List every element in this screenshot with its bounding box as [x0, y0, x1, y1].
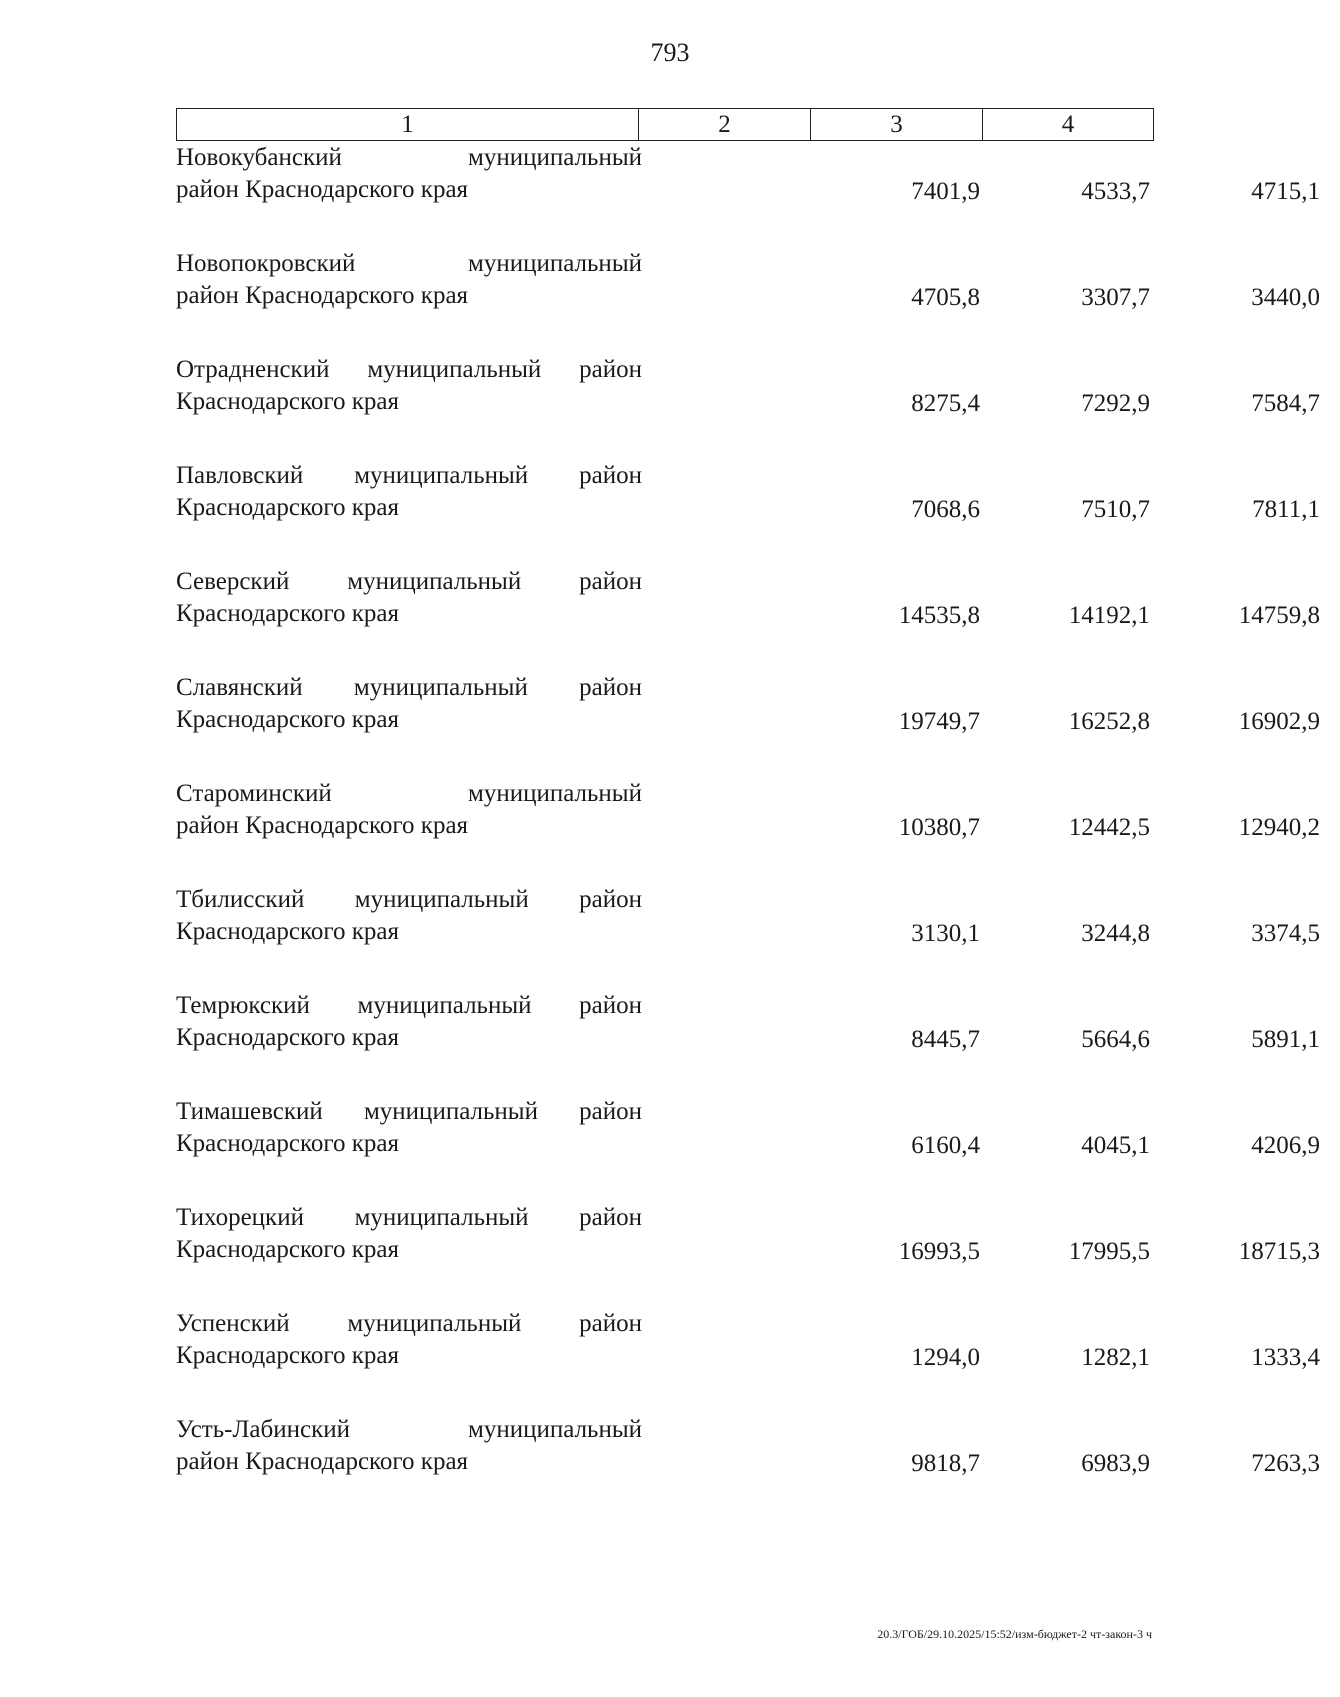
- value-column-2: 16993,5: [898, 1238, 980, 1265]
- district-name-line-2: район Краснодарского края: [176, 282, 469, 309]
- district-name-line-2: Краснодарского края: [176, 918, 399, 945]
- value-column-4: 7584,7: [1251, 390, 1320, 417]
- column-header-1: 1: [177, 109, 639, 141]
- value-column-4: 3440,0: [1251, 284, 1320, 311]
- data-rows: [170, 142, 1320, 1520]
- district-name-line-2: Краснодарского края: [176, 388, 399, 415]
- district-name-line-2: Краснодарского края: [176, 1342, 399, 1369]
- value-column-2: 6160,4: [911, 1132, 980, 1159]
- district-name: [176, 1096, 642, 1160]
- table-row: [170, 1308, 1320, 1414]
- district-name-line-2: Краснодарского края: [176, 494, 399, 521]
- district-name: [176, 884, 642, 948]
- district-name: [176, 142, 642, 206]
- district-name-line-1: Тихорецкий муниципальный район: [176, 1204, 642, 1231]
- district-name-line-2: район Краснодарского края: [176, 812, 469, 839]
- table-row: [170, 990, 1320, 1096]
- table-row: [170, 354, 1320, 460]
- district-name-line-2: район Краснодарского края: [176, 1448, 469, 1475]
- value-column-4: 18715,3: [1238, 1238, 1320, 1265]
- value-column-2: 10380,7: [898, 814, 980, 841]
- district-name-line-2: Краснодарского края: [176, 706, 399, 733]
- district-name-line-1: Новопокровский муниципальный: [176, 250, 642, 277]
- value-column-4: 5891,1: [1251, 1026, 1320, 1053]
- table-row: [170, 884, 1320, 990]
- value-column-4: 4206,9: [1251, 1132, 1320, 1159]
- document-footer-code: 20.3/ГОБ/29.10.2025/15:52/изм-бюджет-2 чт-закон-3 ч: [877, 1627, 1152, 1641]
- value-column-3: 7510,7: [1081, 496, 1150, 523]
- district-name-line-1: Отрадненский муниципальный район: [176, 356, 642, 383]
- district-name: [176, 778, 642, 842]
- column-header-table: [176, 108, 1154, 141]
- value-column-3: 17995,5: [1068, 1238, 1150, 1265]
- value-column-3: 5664,6: [1081, 1026, 1150, 1053]
- district-name-line-1: Славянский муниципальный район: [176, 674, 642, 701]
- value-column-3: 4045,1: [1081, 1132, 1150, 1159]
- district-name: [176, 248, 642, 312]
- table-row: [170, 1202, 1320, 1308]
- district-name: [176, 1202, 642, 1266]
- value-column-4: 7811,1: [1252, 496, 1320, 523]
- district-name-line-2: Краснодарского края: [176, 1024, 399, 1051]
- column-header-3: 3: [811, 109, 983, 141]
- district-name-line-1: Павловский муниципальный район: [176, 462, 642, 489]
- table-row: [170, 1096, 1320, 1202]
- district-name-line-1: Успенский муниципальный район: [176, 1310, 642, 1337]
- table-row: [170, 460, 1320, 566]
- value-column-4: 16902,9: [1238, 708, 1320, 735]
- district-name-line-2: Краснодарского края: [176, 1236, 399, 1263]
- district-name-line-1: Темрюкский муниципальный район: [176, 992, 642, 1019]
- table-row: [170, 566, 1320, 672]
- value-column-3: 3244,8: [1081, 920, 1150, 947]
- value-column-2: 4705,8: [911, 284, 980, 311]
- district-name-line-1: Усть-Лабинский муниципальный: [176, 1416, 642, 1443]
- district-name: [176, 354, 642, 418]
- column-header-4: 4: [983, 109, 1154, 141]
- district-name: [176, 1308, 642, 1372]
- value-column-2: 7068,6: [911, 496, 980, 523]
- value-column-4: 12940,2: [1238, 814, 1320, 841]
- value-column-2: 3130,1: [911, 920, 980, 947]
- table-row: [170, 778, 1320, 884]
- value-column-2: 1294,0: [911, 1344, 980, 1371]
- value-column-4: 4715,1: [1251, 178, 1320, 205]
- district-name-line-1: Новокубанский муниципальный: [176, 144, 642, 171]
- district-name: [176, 672, 642, 736]
- district-name-line-2: район Краснодарского края: [176, 176, 469, 203]
- value-column-4: 1333,4: [1251, 1344, 1320, 1371]
- value-column-3: 6983,9: [1081, 1450, 1150, 1477]
- table-row: [170, 142, 1320, 248]
- district-name-line-1: Тбилисский муниципальный район: [176, 886, 642, 913]
- table-row: [170, 248, 1320, 354]
- table-row: [170, 672, 1320, 778]
- value-column-3: 4533,7: [1081, 178, 1150, 205]
- value-column-3: 16252,8: [1068, 708, 1150, 735]
- district-name-line-2: Краснодарского края: [176, 600, 399, 627]
- value-column-2: 9818,7: [911, 1450, 980, 1477]
- value-column-2: 8275,4: [911, 390, 980, 417]
- value-column-2: 7401,9: [911, 178, 980, 205]
- district-name-line-2: Краснодарского края: [176, 1130, 399, 1157]
- value-column-3: 12442,5: [1068, 814, 1150, 841]
- table-row: [170, 1414, 1320, 1520]
- column-header-row: [177, 109, 1154, 141]
- district-name-line-1: Тимашевский муниципальный район: [176, 1098, 642, 1125]
- value-column-2: 8445,7: [911, 1026, 980, 1053]
- column-header-2: 2: [639, 109, 811, 141]
- district-name-line-1: Староминский муниципальный: [176, 780, 642, 807]
- value-column-3: 7292,9: [1081, 390, 1150, 417]
- value-column-4: 7263,3: [1251, 1450, 1320, 1477]
- value-column-3: 3307,7: [1081, 284, 1150, 311]
- value-column-4: 3374,5: [1251, 920, 1320, 947]
- value-column-3: 1282,1: [1081, 1344, 1150, 1371]
- district-name: [176, 1414, 642, 1478]
- value-column-2: 19749,7: [898, 708, 980, 735]
- district-name-line-1: Северский муниципальный район: [176, 568, 642, 595]
- district-name: [176, 566, 642, 630]
- district-name: [176, 460, 642, 524]
- value-column-2: 14535,8: [898, 602, 980, 629]
- value-column-3: 14192,1: [1068, 602, 1150, 629]
- page-number: 793: [650, 38, 690, 67]
- value-column-4: 14759,8: [1238, 602, 1320, 629]
- district-name: [176, 990, 642, 1054]
